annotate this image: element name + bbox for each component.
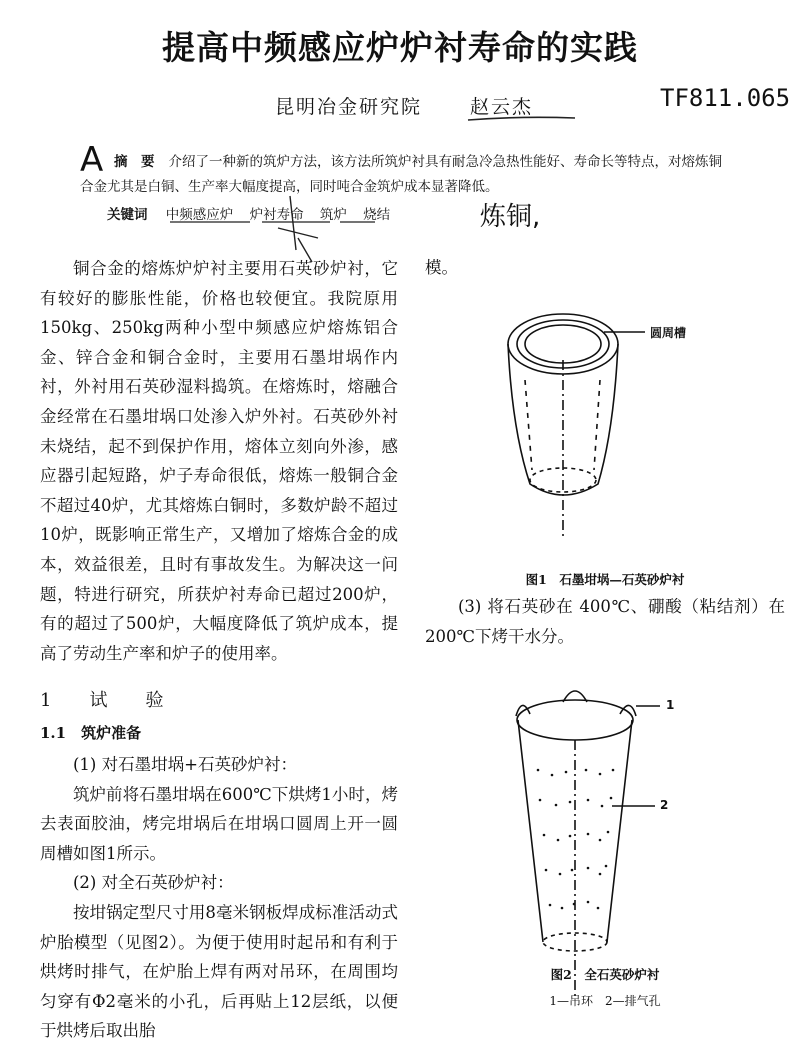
figure2-label-2: 2 xyxy=(660,798,669,812)
handwritten-call-number: TF811.065 xyxy=(660,84,791,112)
item2-title: (2) 对全石英砂炉衬： xyxy=(73,873,234,893)
abstract xyxy=(80,150,730,200)
paper-title: 提高中频感应炉炉衬寿命的实践 xyxy=(162,28,638,67)
intro-text: 铜合金的熔炼炉炉衬主要用石英砂炉衬，它有较好的膨胀性能，价格也较便宜。我院原用150kg、250kg两种小型中频感应炉熔炼铝合金、锌合金和铜合金时，主要用石墨坩埚作内衬，外衬用石英砂湿料捣筑。在熔炼时，熔融合金经常在石墨坩埚口处渗入炉外衬。石英砂外衬未烧结，起不到保护作用，熔体立刻向外渗，感应器引起短路，炉子寿命很低，熔炼一般铜合金不超过40炉，尤其熔炼白铜时，多数炉龄不超过10炉，既影响正常生产，又增加了熔炼合金的成本，效益很差，且时有事故发生。为解决这一问题，特进行研究，所获炉衬寿命已超过200炉，有的超过了500炉，大幅度降低了筑炉成本，提高了劳动生产率和炉子的使用率。 xyxy=(40,259,398,663)
item1-title: (1) 对石墨坩埚+石英砂炉衬： xyxy=(73,755,297,774)
keyword-item: 中频感应炉 xyxy=(165,207,234,223)
keywords xyxy=(107,203,402,223)
abstract-label: 摘 要 xyxy=(114,154,155,170)
figure2-label-1: 1 xyxy=(666,698,675,712)
author-affiliation: 昆明冶金研究院 xyxy=(275,96,423,118)
item3-paragraph xyxy=(425,592,785,651)
figure2-legend: 1—吊环 2—排气孔 xyxy=(549,994,661,1008)
keyword-item: 炉衬寿命 xyxy=(249,207,304,223)
intro-paragraph xyxy=(40,254,398,668)
figure1-caption: 图1 石墨坩埚—石英砂炉衬 xyxy=(525,572,685,587)
author-name: 赵云杰 xyxy=(470,96,534,118)
section-heading: 1 试 验 xyxy=(40,690,174,711)
handwritten-a-mark: A xyxy=(80,140,104,180)
column2-continuation: 模。 xyxy=(425,258,458,277)
section-body xyxy=(40,750,398,1046)
keyword-item: 烧结 xyxy=(363,207,391,223)
subsection-heading: 1.1 筑炉准备 xyxy=(40,724,142,742)
item3-text: (3) 将石英砂在 400℃、硼酸（粘结剂）在200℃下烤干水分。 xyxy=(425,597,785,646)
figure2-caption: 图2 全石英砂炉衬 xyxy=(550,967,660,982)
figure1-groove-label: 圆周槽 xyxy=(650,326,687,340)
keywords-label: 关键词 xyxy=(107,207,148,223)
item2-text: 按坩锅定型尺寸用8毫米钢板焊成标准活动式炉胎模型（见图2）。为便于使用时起吊和有利于烘烤时排气，在炉胎上焊有两对吊环，在周围均匀穿有Φ2毫米的小孔，后再贴上12层纸，以便于烘烤后取出胎 xyxy=(40,902,398,1041)
keyword-item: 筑炉 xyxy=(319,207,347,223)
abstract-text: 介绍了一种新的筑炉方法，该方法所筑炉衬具有耐急冷急热性能好、寿命长等特点，对熔炼铜合金尤其是白铜、生产率大幅度提高，同时吨合金筑炉成本显著降低。 xyxy=(80,154,722,195)
handwritten-note: 炼铜, xyxy=(480,202,541,232)
item1-text: 筑炉前将石墨坩埚在600℃下烘烤1小时，烤去表面胶油，烤完坩埚后在坩埚口圆周上开一圆周槽如图1所示。 xyxy=(40,784,398,863)
